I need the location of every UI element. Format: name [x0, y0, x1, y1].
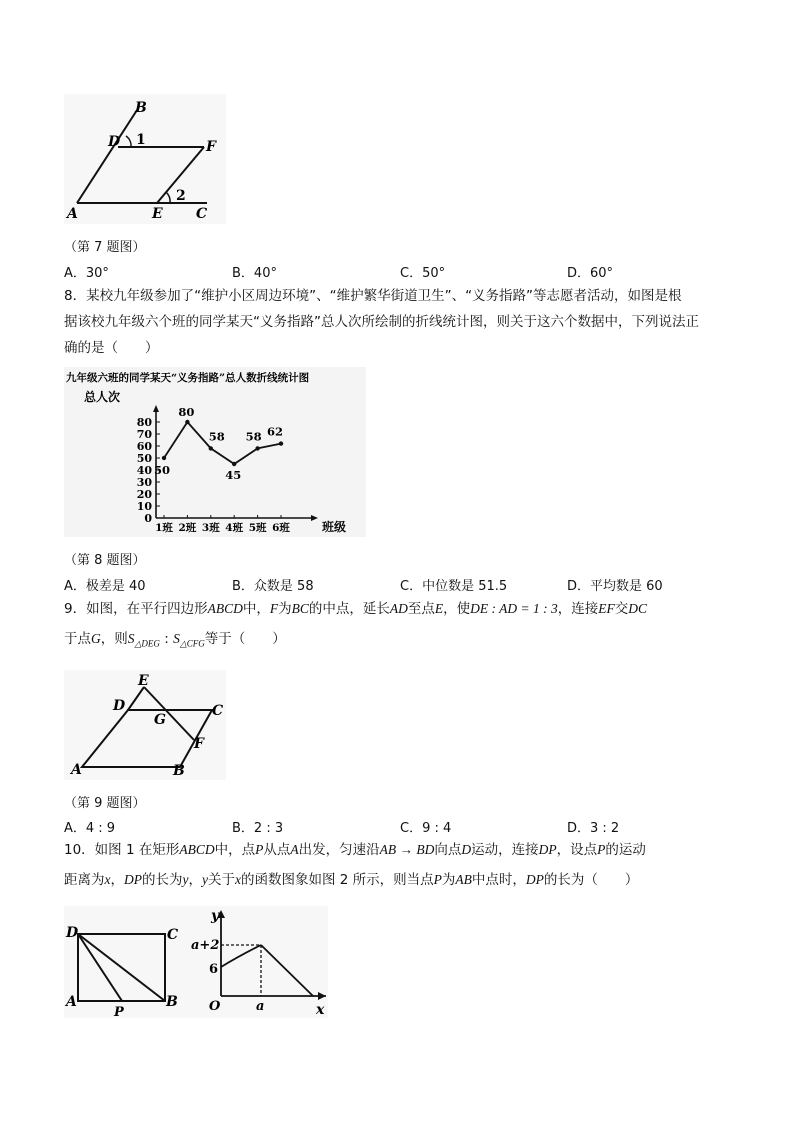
- q10-a11: 运动，连接: [471, 842, 539, 858]
- q7-figure: [64, 94, 226, 224]
- q10-diagrams: [64, 906, 328, 1018]
- q10-a3: 中，点: [214, 842, 256, 858]
- q9-t2: ABCD: [207, 601, 243, 616]
- chart-y-tick-label: 0: [144, 512, 152, 525]
- q10-b10: x: [235, 872, 241, 887]
- q10-b7: ，: [188, 872, 202, 888]
- q10-label-6: 6: [209, 962, 219, 977]
- q7-label-A: A: [67, 206, 78, 222]
- q9-question: [64, 596, 764, 657]
- q8-line-1: 8．某校九年级参加了“维护小区周边环境”、“维护繁华街道卫生”、“义务指路”等志愿者活动，如图是根: [64, 288, 682, 304]
- q9-t13: ，连接: [557, 601, 599, 617]
- q9-t14: EF: [598, 601, 615, 616]
- q7-option-b: B．40°: [232, 266, 277, 281]
- q7-diagram: [64, 94, 226, 224]
- q8-option-c: C．中位数是 51.5: [400, 579, 508, 594]
- q10-a2: ABCD: [179, 842, 215, 857]
- chart-data-label: 58: [245, 429, 262, 444]
- q9-label-D: D: [113, 698, 126, 714]
- q10-function-graph: [191, 908, 326, 1018]
- q9-option-b: B．2 : 3: [232, 821, 284, 836]
- chart-y-tick-label: 20: [136, 488, 152, 501]
- q8-caption: （第 8 题图）: [64, 553, 146, 568]
- q10-label-a: a: [256, 999, 265, 1014]
- q10-rectangle-diagram: [64, 925, 178, 1018]
- q9-label-G: G: [154, 712, 166, 728]
- q9-caption: （第 9 题图）: [64, 796, 146, 811]
- q10-figure: [64, 906, 328, 1018]
- chart-x-tick-label: 3班: [201, 522, 220, 534]
- q9-t8: AD: [389, 601, 408, 616]
- q10-b16: DP: [525, 872, 544, 887]
- q9-label-A: A: [71, 762, 82, 778]
- q10-a12: DP: [538, 842, 557, 857]
- q10-b4: DP: [124, 872, 142, 887]
- chart-y-tick-label: 40: [136, 464, 152, 477]
- q10-b2: x: [104, 872, 111, 887]
- chart-y-tick-label: 10: [136, 500, 152, 513]
- q9-label-E: E: [138, 673, 149, 689]
- chart-y-tick-label: 80: [136, 416, 152, 429]
- chart-point: [232, 462, 236, 466]
- q10-line-2: [64, 867, 764, 893]
- q9-line-1: [64, 596, 764, 622]
- chart-point: [162, 456, 166, 460]
- chart-y-tick-label: 30: [136, 476, 152, 489]
- q10-label-P: P: [114, 1005, 124, 1018]
- q8-question: [64, 283, 744, 361]
- q9-t7: 的中点，延长: [308, 601, 390, 617]
- q9-label-F: F: [194, 736, 204, 752]
- chart-title: 九年级六班的同学某天“义务指路”总人数折线统计图: [66, 372, 310, 384]
- chart-data-label: 62: [266, 424, 284, 439]
- chart-x-tick-label: 6班: [272, 522, 290, 534]
- q10-label-x: x: [316, 1002, 325, 1018]
- q10-label-O: O: [209, 999, 221, 1014]
- q10-label-a-plus-2: a+2: [191, 938, 220, 953]
- q10-b5: 的长为: [142, 872, 183, 888]
- q10-a4: P: [255, 842, 264, 857]
- q10-line-1: [64, 837, 764, 863]
- q7-label-E: E: [152, 206, 163, 222]
- chart-x-tick-label: 4班: [225, 522, 244, 534]
- chart-x-axis-arrow: [311, 515, 318, 521]
- q10-a1: 10．如图 1 在矩形: [64, 842, 180, 858]
- q10-b17: 的长为（ ）: [543, 872, 639, 888]
- chart-y-tick-label: 70: [136, 428, 152, 441]
- q9-t10: E: [434, 601, 444, 616]
- chart-point: [185, 420, 189, 424]
- q9-option-a: A．4 : 9: [64, 821, 116, 836]
- q8-option-a: A．极差是 40: [64, 579, 146, 594]
- q10-b14: AB: [455, 872, 472, 887]
- q9-t1: 9．如图，在平行四边形: [64, 601, 208, 617]
- q10-b13: 为: [441, 872, 456, 888]
- chart-xlabel: 班级: [322, 520, 347, 534]
- q10-a14: P: [597, 842, 606, 857]
- chart-x-tick-label: 1班: [155, 522, 173, 534]
- q8-line-2: 据该校九年级六个班的同学某天“义务指路”总人次所绘制的折线统计图，则关于这六个数据中，下列说法正: [64, 314, 699, 330]
- q8-option-d: D．平均数是 60: [567, 579, 663, 594]
- chart-ylabel: 总人次: [84, 390, 121, 404]
- q9-u3: ，则: [100, 631, 128, 647]
- q10-label-C: C: [167, 927, 179, 943]
- q9-t11: ，使: [443, 601, 471, 617]
- q9-t3: 中，: [242, 601, 270, 617]
- q9-t12: DE : AD = 1 : 3: [470, 601, 558, 616]
- q10-b1: 距离为: [64, 872, 105, 888]
- chart-x-tick-label: 5班: [248, 522, 267, 534]
- q10-a10: D: [461, 842, 472, 857]
- q7-label-B: B: [135, 100, 147, 116]
- q10-label-B: B: [166, 994, 178, 1010]
- q10-a5: 从点: [263, 842, 291, 858]
- chart-y-tick-label: 50: [136, 452, 152, 465]
- q9-label-B: B: [173, 763, 185, 779]
- q9-label-C: C: [212, 703, 224, 719]
- q8-option-b: B．众数是 58: [232, 579, 314, 594]
- q9-option-d: D．3 : 2: [567, 821, 620, 836]
- chart-x-tick-label: 2班: [178, 522, 197, 534]
- q9-u6: :: [159, 631, 174, 647]
- q9-u9: 等于（ ）: [204, 631, 286, 647]
- q9-t4: F: [269, 601, 279, 616]
- q10-a9: 向点: [434, 842, 462, 858]
- q9-t6: BC: [291, 601, 309, 616]
- q7-option-a: A．30°: [64, 266, 109, 281]
- q10-b9: 关于: [208, 872, 235, 888]
- q10-label-y: y: [211, 908, 220, 924]
- q9-u8: △CFG: [179, 638, 205, 649]
- q10-a8: AB → BD: [379, 842, 435, 857]
- q8-line-chart: [64, 367, 366, 537]
- q7-option-c: C．50°: [400, 266, 446, 281]
- q9-u1: 于点: [64, 631, 91, 647]
- q10-b6: y: [182, 872, 189, 887]
- q7-label-1: 1: [136, 132, 146, 148]
- q10-a15: 的运动: [605, 842, 646, 858]
- q10-a6: A: [290, 842, 299, 857]
- q10-b3: ，: [110, 872, 124, 888]
- chart-y-axis-arrow: [153, 405, 159, 412]
- chart-data-label: 80: [178, 405, 195, 419]
- q9-diagram: [64, 670, 226, 780]
- q9-option-c: C．9 : 4: [400, 821, 452, 836]
- q7-label-2: 2: [176, 188, 186, 204]
- q10-b8: y: [202, 872, 208, 887]
- q8-figure: [64, 367, 366, 537]
- q9-figure: [64, 670, 226, 780]
- q10-b11: 的函数图象如图 2 所示，则当点: [241, 872, 434, 888]
- chart-data-label: 58: [208, 429, 225, 444]
- q9-t15: 交: [614, 601, 629, 617]
- q9-t16: DC: [628, 601, 647, 616]
- chart-data-label: 50: [153, 463, 171, 477]
- q9-u4: S: [127, 631, 135, 646]
- q7-option-d: D．60°: [567, 266, 614, 281]
- q10-b12: P: [433, 872, 442, 887]
- q7-label-F: F: [206, 139, 216, 155]
- chart-data-label: 45: [225, 468, 242, 482]
- chart-y-tick-label: 60: [136, 440, 152, 453]
- q8-line-3: 确的是（ ）: [64, 340, 159, 356]
- q10-question: [64, 837, 764, 893]
- q10-label-A: A: [66, 994, 77, 1010]
- q10-a13: ，设点: [556, 842, 598, 858]
- q9-u7: S: [173, 631, 180, 646]
- q9-t9: 至点: [407, 601, 435, 617]
- chart-point: [255, 446, 259, 450]
- q9-t5: 为: [278, 601, 292, 617]
- q9-u5: △DEG: [134, 638, 160, 649]
- q10-a7: 出发，匀速沿: [298, 842, 380, 858]
- q7-caption: （第 7 题图）: [64, 240, 146, 255]
- chart-point: [209, 446, 213, 450]
- q7-label-D: D: [108, 134, 121, 150]
- q9-line-2: [64, 626, 764, 657]
- q7-label-C: C: [196, 206, 208, 222]
- q9-u2: G: [91, 631, 101, 646]
- q10-label-D: D: [66, 925, 79, 941]
- q10-b15: 中点时，: [471, 872, 526, 888]
- chart-point: [279, 441, 283, 445]
